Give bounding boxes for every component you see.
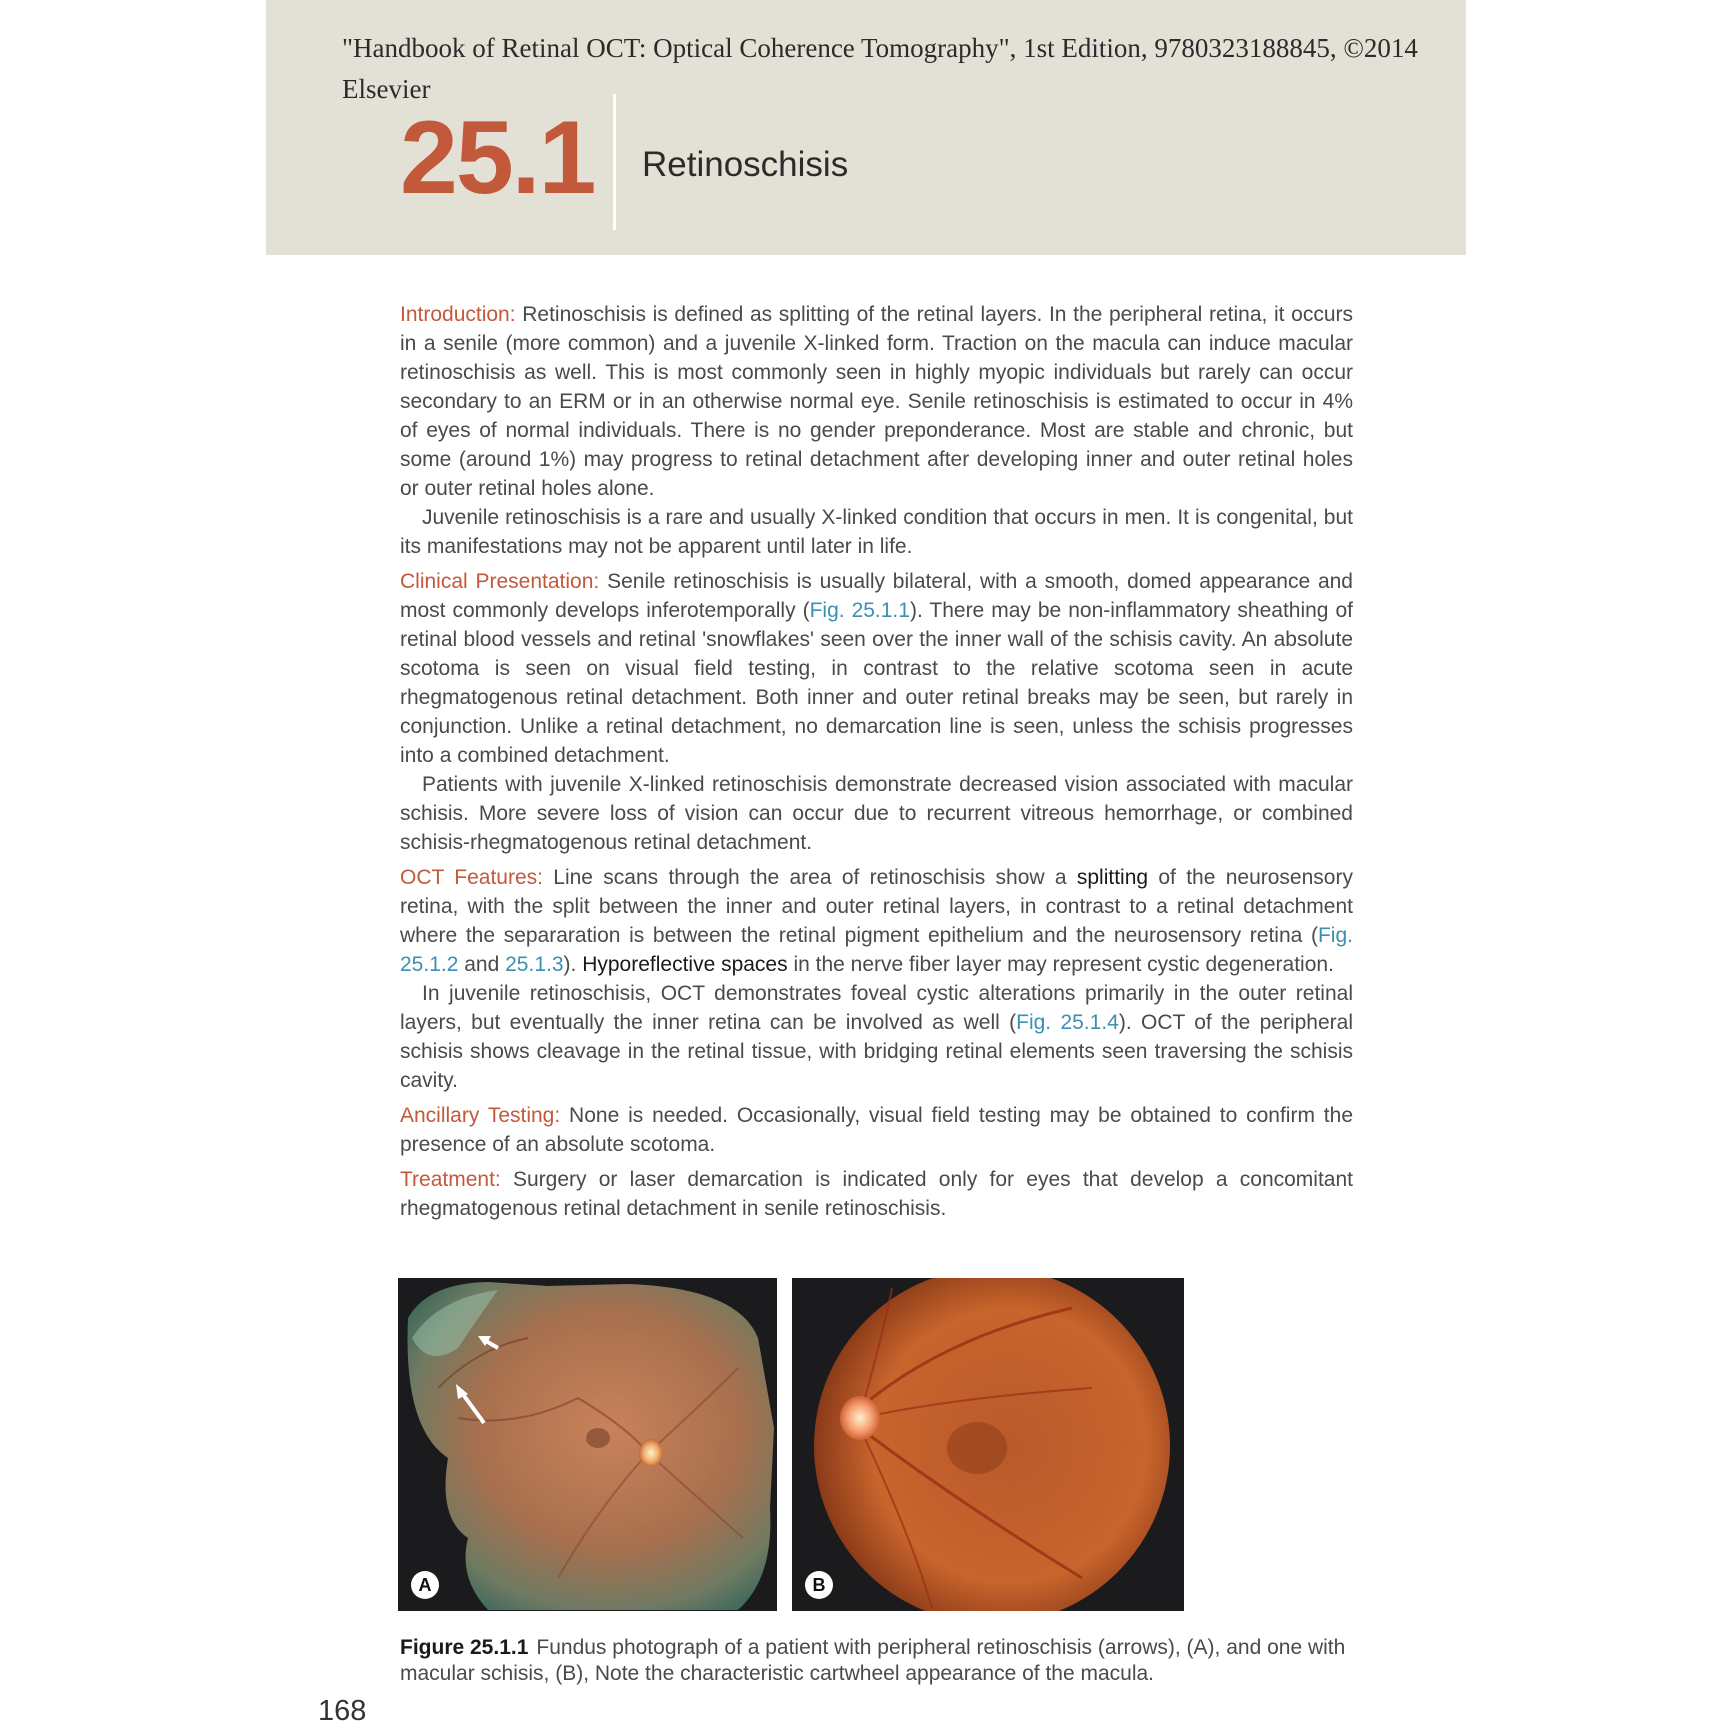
treatment-text: Surgery or laser demarcation is indicated only for eyes that develop a concomitant rhegmatogenous retinal detachment in senile retinoschisis. [400, 1168, 1353, 1220]
treatment-paragraph [400, 1165, 1353, 1223]
figure-caption-label: Figure 25.1.1 [400, 1636, 529, 1659]
introduction-text: Retinoschisis is defined as splitting of the retinal layers. In the peripheral retina, it occurs in a senile (more common) and a juvenile X-linked form. Traction on the macula can induce macular retinoschisis as well. This is most commonly seen in highly myopic individuals but rarely can occur secondary to an ERM or in an otherwise normal eye. Senile retinoschisis is estimated to occur in 4% of eyes of normal individuals. There is no gender preponderance. Most are stable and chronic, but some (around 1%) may progress to retinal detachment after developing inner and outer retinal holes or outer retinal holes alone. [400, 303, 1353, 500]
clinical-text-b: ). There may be non-inflammatory sheathing of retinal blood vessels and retinal 'snowflakes' seen over the inner wall of the schisis cavity. An absolute scotoma is seen on visual field testing, in contrast to the relative scotoma seen in acute rhegmatogenous retinal detachment. Both inner and outer retinal breaks may be seen, but rarely in conjunction. Unlike a retinal detachment, no demarcation line is seen, unless the schisis progresses into a combined detachment. [400, 599, 1353, 767]
figure-link-25-1-3[interactable]: 25.1.3 [505, 953, 564, 976]
treatment-heading: Treatment: [400, 1168, 501, 1191]
oct-and: and [464, 953, 500, 976]
book-citation: "Handbook of Retinal OCT: Optical Coherence Tomography", 1st Edition, 9780323188845, ©2014 Elsevier [342, 33, 1418, 104]
oct-paragraph [400, 863, 1353, 979]
figure-caption [400, 1635, 1355, 1687]
fundus-photo-image [792, 1278, 1184, 1611]
ancillary-text: None is needed. Occasionally, visual field testing may be obtained to confirm the presence of an absolute scotoma. [400, 1104, 1353, 1156]
fundus-montage-image [398, 1278, 777, 1611]
clinical-paragraph [400, 567, 1353, 770]
figure-caption-text: Fundus photograph of a patient with peripheral retinoschisis (arrows), (A), and one with macular schisis, (B), Note the characteristic cartwheel appearance of the macula. [400, 1636, 1346, 1685]
panel-b-label: B [805, 1571, 833, 1599]
ancillary-heading: Ancillary Testing: [400, 1104, 561, 1127]
introduction-paragraph-2: Juvenile retinoschisis is a rare and usually X-linked condition that occurs in men. It is congenital, but its manifestations may not be apparent until later in life. [400, 506, 1353, 558]
chapter-title: Retinoschisis [642, 145, 849, 184]
figure-link-25-1-4[interactable]: Fig. 25.1.4 [1016, 1011, 1119, 1034]
oct-paragraph-2 [400, 979, 1353, 1095]
clinical-paragraph-2: Patients with juvenile X-linked retinoschisis demonstrate decreased vision associated with macular schisis. More severe loss of vision can occur due to recurrent vitreous hemorrhage, or combined schisis-rhegmatogenous retinal detachment. [400, 773, 1353, 854]
introduction-heading: Introduction: [400, 303, 516, 326]
oct-text-b: of the neurosensory retina, with the split between the inner and outer retinal layers, in contrast to a retinal detachment where the separaration is between the retinal pigment epithelium and the neurosensory retina ( [400, 866, 1353, 947]
oct-para2-text-b: ). OCT of the peripheral schisis shows cleavage in the retinal tissue, with bridging retinal elements seen traversing the schisis cavity. [400, 1011, 1353, 1092]
oct-para2-text-a: In juvenile retinoschisis, OCT demonstrates foveal cystic alterations primarily in the outer retinal layers, but eventually the inner retina can be involved as well ( [400, 982, 1353, 1034]
oct-text-c: ). [563, 953, 577, 976]
figure-panel-b [792, 1278, 1184, 1611]
body-text [400, 300, 1353, 1229]
clinical-heading: Clinical Presentation: [400, 570, 600, 593]
figure-link-25-1-2[interactable]: Fig. 25.1.2 [400, 924, 1353, 976]
clinical-text-a: Senile retinoschisis is usually bilateral, with a smooth, domed appearance and most commonly develops inferotemporally ( [400, 570, 1353, 622]
oct-heading: OCT Features: [400, 866, 543, 889]
panel-a-label: A [411, 1571, 439, 1599]
chapter-number: 25.1 [400, 100, 595, 216]
introduction-paragraph [400, 300, 1353, 503]
page-number: 168 [318, 1695, 367, 1727]
oct-text-d: in the nerve fiber layer may represent cystic degeneration. [793, 953, 1334, 976]
chapter-divider [613, 94, 616, 230]
oct-keyword-hyporeflective: Hyporeflective spaces [582, 953, 788, 976]
ancillary-paragraph [400, 1101, 1353, 1159]
oct-keyword-splitting: splitting [1076, 866, 1149, 889]
figure-link-25-1-1[interactable]: Fig. 25.1.1 [809, 599, 910, 622]
oct-text-a: Line scans through the area of retinoschisis show a [553, 866, 1067, 889]
figure-panel-a [398, 1278, 777, 1611]
